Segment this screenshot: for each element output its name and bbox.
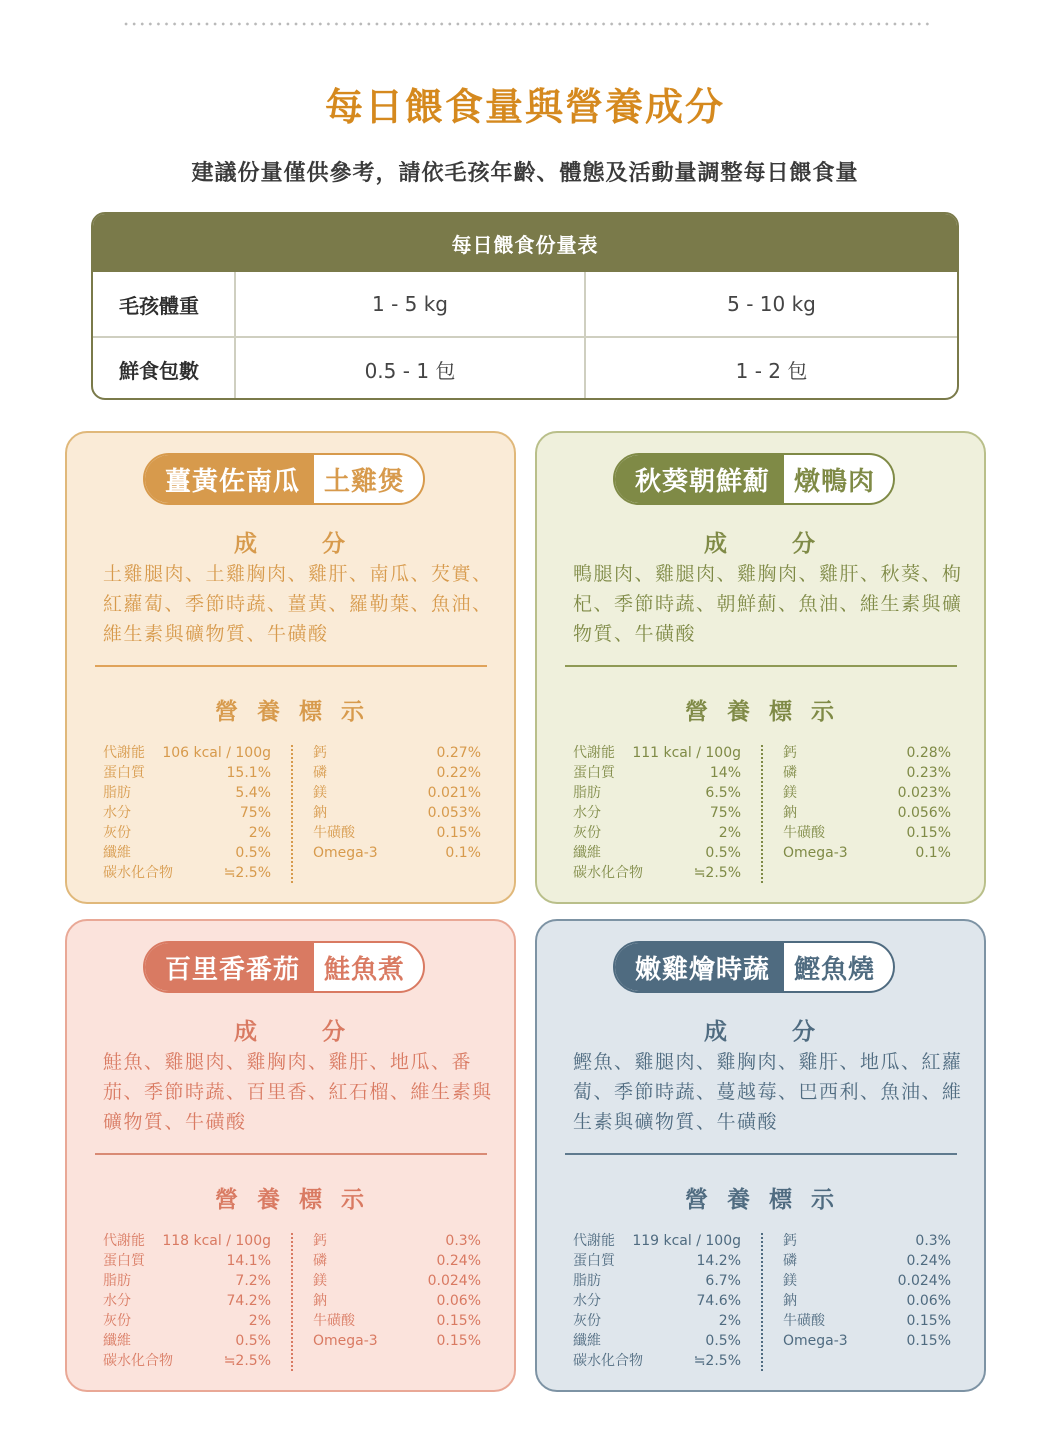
nutrition-list-left: [573, 743, 741, 883]
nutrient-label: 鈉: [313, 1293, 327, 1309]
nutrient-value: 2%: [248, 1313, 271, 1329]
nutrition-row: [783, 763, 951, 783]
nutrient-value: ≒2.5%: [223, 865, 271, 881]
nutrient-value: 0.3%: [915, 1233, 951, 1249]
nutrient-value: 106 kcal / 100g: [162, 745, 271, 761]
nutrition-row: [103, 823, 271, 843]
heading-char: 示: [341, 1187, 366, 1213]
nutrient-value: 0.23%: [906, 765, 951, 781]
heading-char: 標: [299, 699, 324, 725]
heading-char: 營: [215, 1187, 240, 1213]
nutrient-value: 75%: [239, 805, 271, 821]
heading-char: 示: [811, 1187, 836, 1213]
nutrition-row: [783, 1231, 951, 1251]
nutrient-label: 牛磺酸: [783, 1313, 825, 1329]
heading-char: 成: [234, 531, 259, 557]
nutrition-row: [313, 743, 481, 763]
nutrient-label: 水分: [573, 1293, 601, 1309]
nutrient-value: 111 kcal / 100g: [632, 745, 741, 761]
nutrition-row: [103, 863, 271, 883]
nutrient-value: 119 kcal / 100g: [632, 1233, 741, 1249]
nutrient-value: 0.021%: [427, 785, 481, 801]
nutrient-value: 0.24%: [436, 1253, 481, 1269]
nutrient-label: 蛋白質: [573, 765, 615, 781]
heading-char: 標: [769, 699, 794, 725]
nutrition-row: [573, 1311, 741, 1331]
nutrition-row: [573, 803, 741, 823]
nutrition-row: [313, 1251, 481, 1271]
nutrition-heading: [67, 693, 514, 726]
nutrient-value: 0.27%: [436, 745, 481, 761]
heading-char: 養: [257, 699, 282, 725]
nutrient-value: 2%: [248, 825, 271, 841]
nutrition-row: [573, 1271, 741, 1291]
nutrient-label: 代謝能: [573, 745, 615, 761]
ingredients-heading: [67, 1013, 514, 1046]
nutrient-value: 0.15%: [906, 1313, 951, 1329]
nutrient-value: 0.053%: [427, 805, 481, 821]
nutrition-row: [103, 1351, 271, 1371]
row-label: 鮮食包數: [93, 338, 236, 400]
nutrient-value: 0.06%: [906, 1293, 951, 1309]
nutrient-label: Omega-3: [313, 1333, 378, 1349]
nutrient-label: 脂肪: [573, 785, 601, 801]
nutrient-value: 14.2%: [696, 1253, 741, 1269]
product-subname: 鰹魚燒: [794, 954, 876, 985]
section-divider: [565, 665, 957, 667]
dotted-divider: [122, 20, 932, 28]
heading-char: 分: [792, 531, 817, 557]
nutrition-list-right: [313, 743, 481, 863]
nutrition-row: [103, 763, 271, 783]
ingredients-text: 鰹魚、雞腿肉、雞胸肉、雞肝、地瓜、紅蘿蔔、季節時蔬、蔓越莓、巴西利、魚油、維生素與礦物質、牛磺酸: [573, 1051, 963, 1133]
nutrition-heading: [537, 1181, 984, 1214]
nutrient-label: 纖維: [103, 1333, 131, 1349]
nutrition-row: [783, 803, 951, 823]
nutrition-row: [573, 823, 741, 843]
nutrition-row: [573, 1291, 741, 1311]
product-name: 秋葵朝鮮薊: [615, 455, 784, 503]
nutrient-value: 0.5%: [705, 845, 741, 861]
nutrient-label: 磷: [783, 765, 797, 781]
page-subtitle: 建議份量僅供參考，請依毛孩年齡、體態及活動量調整每日餵食量: [191, 161, 859, 186]
nutrition-row: [103, 1311, 271, 1331]
heading-char: 分: [322, 1019, 347, 1045]
heading-char: 示: [341, 699, 366, 725]
nutrition-row: [783, 843, 951, 863]
nutrition-row: [313, 763, 481, 783]
nutrient-label: 脂肪: [573, 1273, 601, 1289]
nutrient-label: 灰份: [573, 1313, 601, 1329]
nutrition-row: [103, 1271, 271, 1291]
nutrient-value: 14.1%: [226, 1253, 271, 1269]
nutrition-row: [783, 823, 951, 843]
heading-char: 分: [792, 1019, 817, 1045]
section-divider: [95, 665, 487, 667]
nutrition-row: [313, 783, 481, 803]
product-name: 嫩雞燴時蔬: [615, 943, 784, 991]
table-row: [93, 272, 957, 336]
nutrition-list-left: [103, 743, 271, 883]
nutrient-label: 鈣: [313, 745, 327, 761]
nutrition-row: [573, 1251, 741, 1271]
nutrient-label: 牛磺酸: [313, 1313, 355, 1329]
nutrition-row: [573, 843, 741, 863]
nutrient-label: 代謝能: [103, 1233, 145, 1249]
nutrient-label: 鎂: [313, 1273, 327, 1289]
nutrient-label: 鎂: [783, 785, 797, 801]
nutrition-row: [103, 803, 271, 823]
table-cell: 5 - 10 kg: [727, 292, 816, 316]
ingredients-text: 鴨腿肉、雞腿肉、雞胸肉、雞肝、秋葵、枸杞、季節時蔬、朝鮮薊、魚油、維生素與礦物質、牛磺酸: [573, 563, 963, 645]
nutrition-row: [783, 1291, 951, 1311]
nutrient-label: 鈉: [783, 805, 797, 821]
nutrient-value: 0.1%: [445, 845, 481, 861]
nutrition-row: [313, 803, 481, 823]
heading-char: 成: [704, 1019, 729, 1045]
product-subname: 燉鴨肉: [794, 466, 876, 497]
nutrient-value: 14%: [709, 765, 741, 781]
product-name: 薑黃佐南瓜: [145, 455, 314, 503]
dotted-separator: [761, 745, 763, 883]
nutrition-heading: [537, 693, 984, 726]
nutrient-value: 0.15%: [436, 825, 481, 841]
product-card: [535, 431, 986, 904]
nutrient-value: 75%: [709, 805, 741, 821]
nutrition-list-right: [313, 1231, 481, 1351]
feeding-table: [91, 212, 959, 400]
dotted-separator: [761, 1233, 763, 1371]
nutrition-heading: [67, 1181, 514, 1214]
nutrition-list-left: [573, 1231, 741, 1371]
nutrient-value: 5.4%: [235, 785, 271, 801]
product-card: [65, 431, 516, 904]
nutrient-label: 水分: [573, 805, 601, 821]
nutrient-value: 0.5%: [705, 1333, 741, 1349]
nutrition-row: [573, 1231, 741, 1251]
nutrient-label: 碳水化合物: [103, 1353, 173, 1369]
nutrition-row: [103, 1291, 271, 1311]
nutrition-list-left: [103, 1231, 271, 1371]
nutrition-row: [103, 743, 271, 763]
nutrient-value: 0.15%: [906, 825, 951, 841]
heading-char: 成: [704, 531, 729, 557]
nutrient-value: 0.15%: [436, 1313, 481, 1329]
nutrition-row: [313, 843, 481, 863]
ingredients-text: 土雞腿肉、土雞胸肉、雞肝、南瓜、芡實、紅蘿蔔、季節時蔬、薑黃、羅勒葉、魚油、維生素與礦物質、牛磺酸: [103, 563, 493, 645]
nutrition-row: [313, 1271, 481, 1291]
table-cell: 1 - 5 kg: [236, 272, 586, 336]
nutrient-label: 鈣: [313, 1233, 327, 1249]
heading-char: 分: [322, 531, 347, 557]
nutrient-label: 蛋白質: [573, 1253, 615, 1269]
nutrition-row: [783, 783, 951, 803]
nutrient-value: 0.024%: [427, 1273, 481, 1289]
nutrient-label: 鈉: [783, 1293, 797, 1309]
nutrient-value: 0.28%: [906, 745, 951, 761]
product-subname: 鮭魚煮: [324, 954, 406, 985]
heading-char: 標: [769, 1187, 794, 1213]
nutrient-label: 水分: [103, 805, 131, 821]
dotted-separator: [291, 1233, 293, 1371]
nutrient-label: 灰份: [103, 1313, 131, 1329]
nutrient-value: 0.5%: [235, 845, 271, 861]
nutrition-row: [103, 1251, 271, 1271]
nutrient-label: 磷: [783, 1253, 797, 1269]
nutrient-value: 0.22%: [436, 765, 481, 781]
nutrient-label: 碳水化合物: [573, 1353, 643, 1369]
nutrient-label: 灰份: [573, 825, 601, 841]
nutrient-value: ≒2.5%: [693, 1353, 741, 1369]
product-name: 百里香番茄: [145, 943, 314, 991]
nutrient-value: 118 kcal / 100g: [162, 1233, 271, 1249]
nutrient-label: 灰份: [103, 825, 131, 841]
heading-char: 養: [257, 1187, 282, 1213]
nutrition-row: [103, 1331, 271, 1351]
nutrient-label: 鎂: [783, 1273, 797, 1289]
nutrition-row: [103, 843, 271, 863]
table-cell: 0.5 - 1 包: [236, 338, 586, 400]
heading-char: 標: [299, 1187, 324, 1213]
product-subname: 土雞煲: [324, 466, 406, 497]
product-name-badge: [143, 453, 425, 505]
nutrition-row: [783, 1331, 951, 1351]
nutrient-label: 牛磺酸: [313, 825, 355, 841]
nutrient-label: Omega-3: [313, 845, 378, 861]
nutrient-label: 蛋白質: [103, 1253, 145, 1269]
nutrition-row: [573, 763, 741, 783]
nutrient-label: 纖維: [573, 845, 601, 861]
nutrition-row: [573, 863, 741, 883]
product-name-badge: [613, 941, 895, 993]
table-cell: 1 - 2 包: [735, 358, 808, 383]
nutrient-value: 0.06%: [436, 1293, 481, 1309]
heading-char: 養: [727, 1187, 752, 1213]
nutrient-label: 牛磺酸: [783, 825, 825, 841]
nutrient-label: 脂肪: [103, 785, 131, 801]
nutrition-row: [103, 783, 271, 803]
heading-char: 營: [685, 1187, 710, 1213]
heading-char: 成: [234, 1019, 259, 1045]
nutrient-value: 0.15%: [436, 1333, 481, 1349]
ingredients-text: 鮭魚、雞腿肉、雞胸肉、雞肝、地瓜、番茄、季節時蔬、百里香、紅石榴、維生素與礦物質、牛磺酸: [103, 1051, 493, 1133]
nutrient-value: 0.24%: [906, 1253, 951, 1269]
section-divider: [95, 1153, 487, 1155]
nutrient-label: 蛋白質: [103, 765, 145, 781]
nutrient-value: 0.5%: [235, 1333, 271, 1349]
nutrient-value: 7.2%: [235, 1273, 271, 1289]
nutrition-row: [573, 743, 741, 763]
nutrient-value: 6.7%: [705, 1273, 741, 1289]
heading-char: 養: [727, 699, 752, 725]
nutrient-label: 鈣: [783, 745, 797, 761]
nutrient-value: 74.2%: [226, 1293, 271, 1309]
nutrition-row: [783, 1311, 951, 1331]
ingredients-heading: [537, 525, 984, 558]
nutrient-value: 0.3%: [445, 1233, 481, 1249]
ingredients-heading: [537, 1013, 984, 1046]
ingredients-heading: [67, 525, 514, 558]
nutrition-row: [573, 1331, 741, 1351]
heading-char: 營: [685, 699, 710, 725]
nutrient-label: 磷: [313, 1253, 327, 1269]
nutrient-label: 碳水化合物: [573, 865, 643, 881]
nutrient-value: 0.1%: [915, 845, 951, 861]
nutrient-label: 碳水化合物: [103, 865, 173, 881]
nutrient-value: 0.024%: [897, 1273, 951, 1289]
nutrient-label: 纖維: [573, 1333, 601, 1349]
nutrient-value: 74.6%: [696, 1293, 741, 1309]
dotted-separator: [291, 745, 293, 883]
nutrient-label: 磷: [313, 765, 327, 781]
product-card: [535, 919, 986, 1392]
nutrient-label: 代謝能: [573, 1233, 615, 1249]
nutrient-value: 0.056%: [897, 805, 951, 821]
product-name-badge: [143, 941, 425, 993]
nutrient-value: 0.15%: [906, 1333, 951, 1349]
nutrient-label: 鎂: [313, 785, 327, 801]
feeding-table-title: 每日餵食份量表: [93, 214, 957, 272]
nutrition-row: [783, 1271, 951, 1291]
heading-char: 示: [811, 699, 836, 725]
nutrient-value: 2%: [718, 1313, 741, 1329]
nutrition-row: [313, 823, 481, 843]
nutrient-label: 水分: [103, 1293, 131, 1309]
nutrient-label: 纖維: [103, 845, 131, 861]
nutrient-value: 6.5%: [705, 785, 741, 801]
nutrition-row: [783, 743, 951, 763]
nutrition-row: [103, 1231, 271, 1251]
nutrient-value: 2%: [718, 825, 741, 841]
nutrition-row: [313, 1291, 481, 1311]
nutrient-label: Omega-3: [783, 1333, 848, 1349]
nutrition-row: [573, 783, 741, 803]
nutrition-list-right: [783, 743, 951, 863]
table-row: [93, 336, 957, 400]
product-name-badge: [613, 453, 895, 505]
section-divider: [565, 1153, 957, 1155]
nutrient-value: ≒2.5%: [693, 865, 741, 881]
nutrient-label: 脂肪: [103, 1273, 131, 1289]
nutrient-value: 15.1%: [226, 765, 271, 781]
nutrient-label: 鈉: [313, 805, 327, 821]
nutrition-row: [313, 1331, 481, 1351]
nutrient-label: 代謝能: [103, 745, 145, 761]
heading-char: 營: [215, 699, 240, 725]
nutrient-label: 鈣: [783, 1233, 797, 1249]
nutrient-value: ≒2.5%: [223, 1353, 271, 1369]
row-label: 毛孩體重: [93, 272, 236, 336]
nutrition-row: [313, 1231, 481, 1251]
nutrition-row: [573, 1351, 741, 1371]
nutrition-row: [783, 1251, 951, 1271]
nutrient-label: Omega-3: [783, 845, 848, 861]
nutrient-value: 0.023%: [897, 785, 951, 801]
nutrition-list-right: [783, 1231, 951, 1351]
page-title: 每日餵食量與營養成分: [324, 85, 725, 129]
product-card: [65, 919, 516, 1392]
nutrition-row: [313, 1311, 481, 1331]
